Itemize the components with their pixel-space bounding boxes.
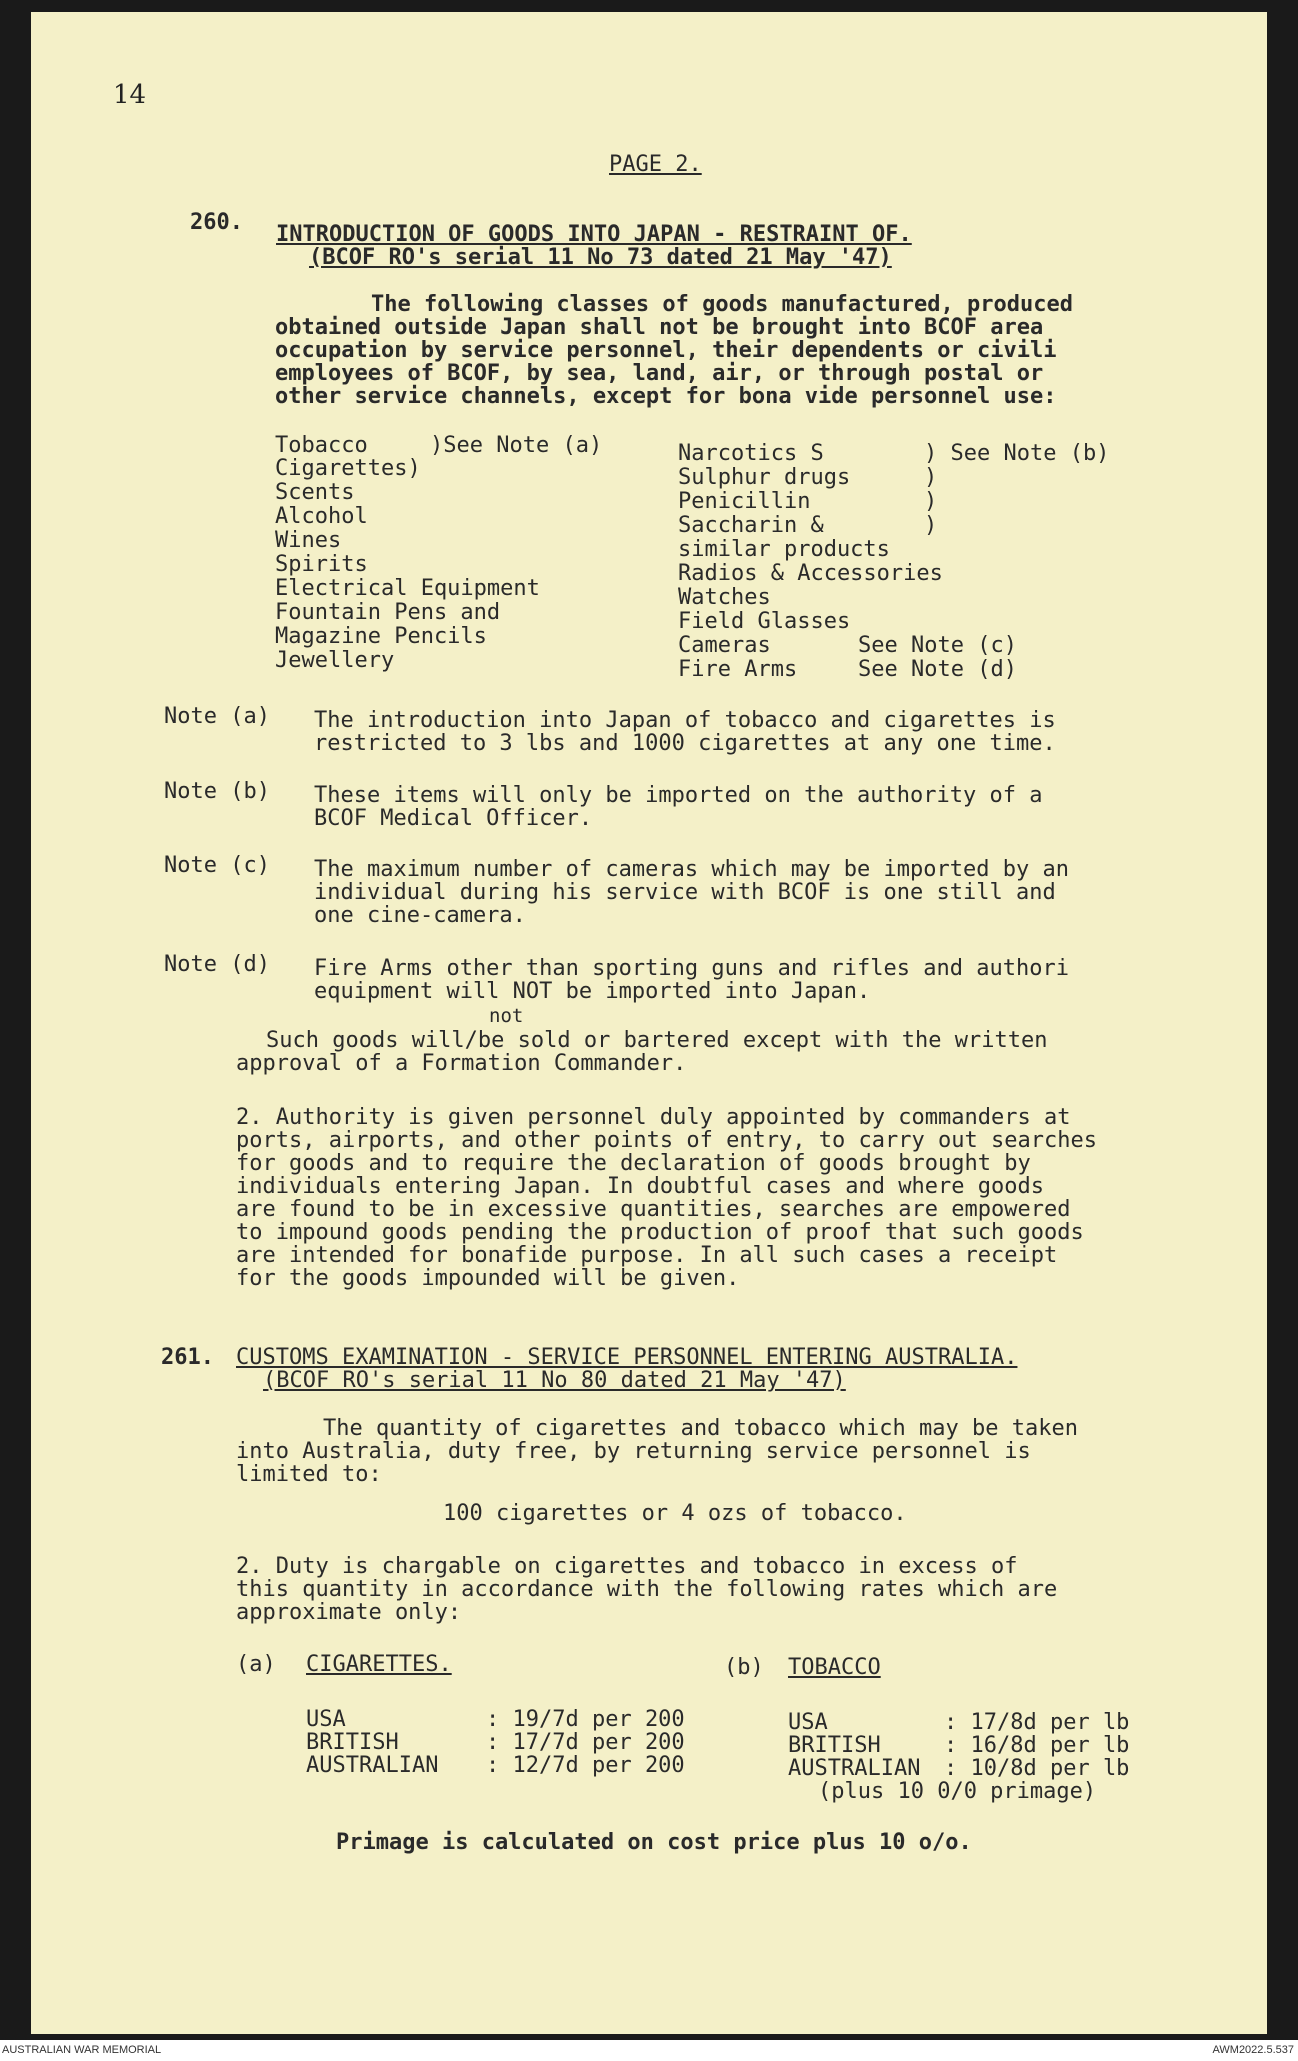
cig-row-name: AUSTRALIAN [306,1753,439,1778]
tob-row-name: USA [788,1710,828,1735]
tob-row-rate: : 17/8d per lb [944,1710,1130,1735]
cig-row-name: USA [306,1707,346,1732]
primage-calculation: Primage is calculated on cost price plus 10 o/o. [336,1830,972,1855]
note-label: Note (d) [164,952,270,977]
cig-row-rate: : 12/7d per 200 [486,1753,685,1778]
cigarettes-label: (a) [236,1652,276,1677]
see-note-b: ) See Note (b) [924,441,1110,466]
cig-row-rate: : 17/7d per 200 [486,1730,685,1755]
see-note-c: See Note (c) [858,633,1017,658]
document-page: 14 PAGE 2. 260. INTRODUCTION OF GOODS INTO JAPAN - RESTRAINT OF. (BCOF RO's serial 11 No 73 dated 21 May '47) The following classes of goods manufactured, produced obtained outside Japan shall not be brought into BCOF area occupation by service personnel, their dependents or civili employees of BCOF, by sea, land, air, or through postal or other service channels, except for bona vide personnel use: Tobacco )See Note (a) Cigarettes) Scents Alcohol Wines Spirits Electrical Equipment Fountain Pens and Magazine Pencils Jewellery Narcotics S ) See Note (b) Sulphur drugs ) Penicillin ) Saccharin & ) similar products Radios & Accessories Watches Field Glasses Cameras See Note (c) Fire Arms See Note (d) Note (a) The introduction into Japan of tobacco and cigarettes is restricted to 3 lbs and 1000 cigarettes at any one time. Note (b) These items will only be imported on the authority of a BCOF Medical Officer. Note (c) The maximum number of cameras which may be imported by an individual during his service with BCOF is one still and one cine-camera. Note (d) Fire Arms other than sporting guns and rifles and authori equipment will NOT be imported into Japan. not Such goods will/be sold or bartered except with the written approval of a Formation Commander. 2. Authority is given personnel duly appointed by commanders at ports, airports, and other points of entry, to carry out searches for goods and to require the declaration of goods brought by individuals entering Japan. In doubtful cases and where goods are found to be in excessive quantities, searches are empowered to impound goods pending the production of proof that such goods are intended for bonafide purpose. In all such cases a receipt for the goods impounded will be given. 261. CUSTOMS EXAMINATION - SERVICE PERSONNEL ENTERING AUSTRALIA. (BCOF RO's serial 11 No 80 dated 21 May '47) The quantity of cigarettes and tobacco which may be taken into Australia, duty free, by returning service personnel is limited to: 100 cigarettes or 4 ozs of tobacco. 2. Duty is chargable on cigarettes and tobacco in excess of this quantity in accordance with the following rates which are approximate only: (a) CIGARETTES. (b) TOBACCO USA : 19/7d per 200 BRITISH : 17/7d per 200 AUSTRALIAN : 12/7d per 200 USA : 17/8d per lb BRITISH : 16/8d per lb AUSTRALIAN : 10/8d per lb (plus 10 0/0 primage) Primage is calculated on cost price plus 10 o/o. [31,12,1267,2034]
inserted-word-not: not [489,1005,524,1027]
handwritten-mark: 14 [113,80,147,110]
page-heading: PAGE 2. [609,152,702,177]
section-261-title: CUSTOMS EXAMINATION - SERVICE PERSONNEL ENTERING AUSTRALIA. [236,1345,1018,1370]
see-note-a: )See Note (a) [430,433,603,458]
duty-free-limit: 100 cigarettes or 4 ozs of tobacco. [443,1501,907,1526]
note-label: Note (a) [164,704,270,729]
primage-note: (plus 10 0/0 primage) [818,1779,1097,1804]
see-note-d: See Note (d) [858,657,1017,682]
cig-row-rate: : 19/7d per 200 [486,1707,685,1732]
section-260-reference: (BCOF RO's serial 11 No 73 dated 21 May '47) [309,245,892,270]
note-label: Note (c) [164,853,270,878]
section-261-number: 261. [161,1345,214,1370]
tobacco-heading: TOBACCO [788,1655,881,1680]
tob-row-name: BRITISH [788,1733,881,1758]
cigarettes-heading: CIGARETTES. [306,1652,452,1677]
section-260-number: 260. [190,210,243,235]
footer-accession-number: AWM2022.5.537 [1212,2044,1294,2056]
cig-row-name: BRITISH [306,1730,399,1755]
footer-institution: AUSTRALIAN WAR MEMORIAL [2,2044,162,2056]
section-261-reference: (BCOF RO's serial 11 No 80 dated 21 May '47) [263,1368,846,1393]
tob-row-rate: : 16/8d per lb [944,1733,1130,1758]
tob-row-name: AUSTRALIAN [788,1756,921,1781]
tobacco-label: (b) [724,1655,764,1680]
tob-row-rate: : 10/8d per lb [944,1756,1130,1781]
section-260-title: INTRODUCTION OF GOODS INTO JAPAN - RESTRAINT OF. [276,222,912,247]
note-label: Note (b) [164,779,270,804]
